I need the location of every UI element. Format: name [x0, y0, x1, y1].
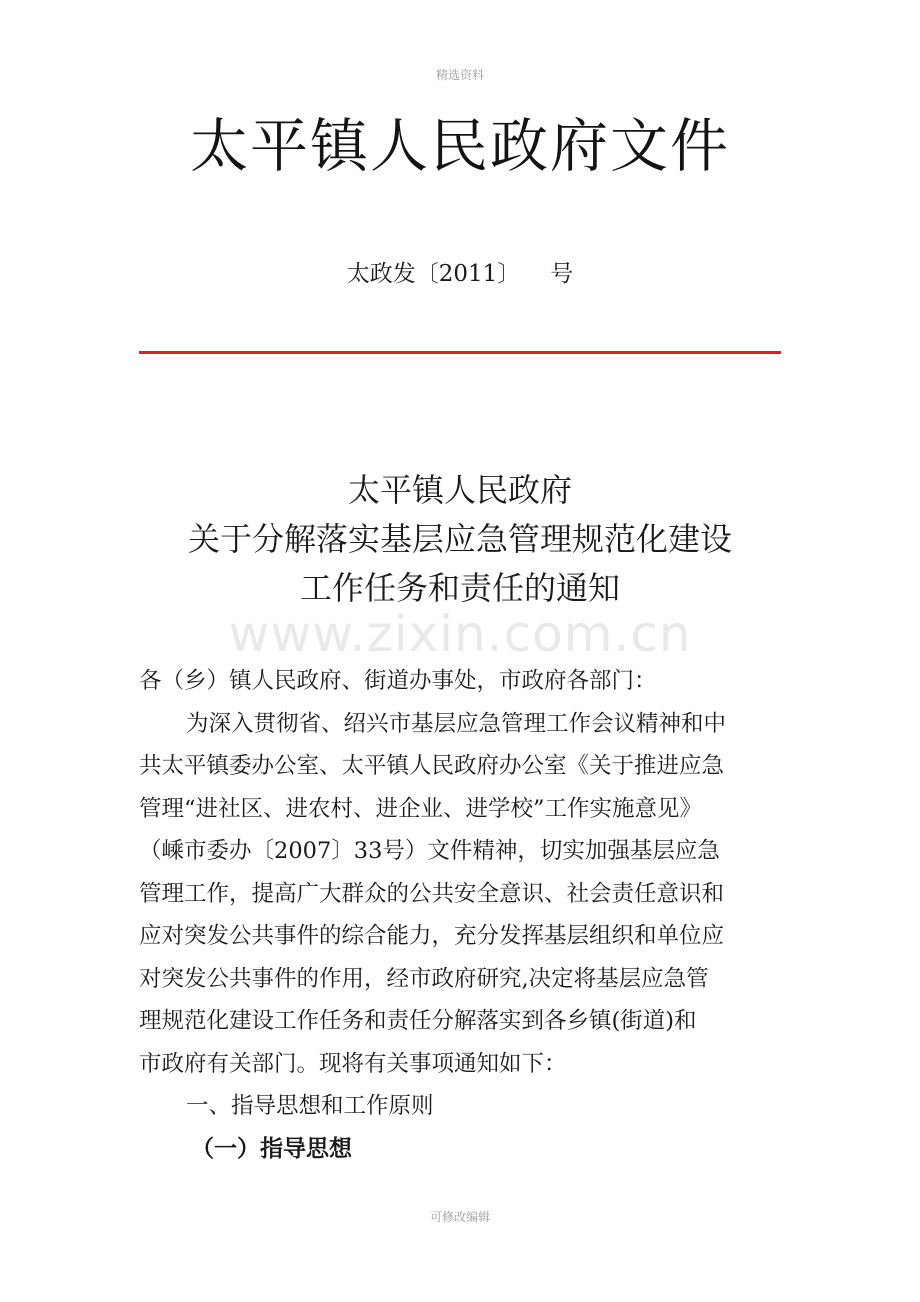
- paragraph-line: （嵊市委办〔2007〕33号）文件精神，切实加强基层应急: [139, 838, 720, 864]
- document-number-suffix: 号: [550, 261, 574, 287]
- sub-heading: （一）指导思想: [191, 1135, 352, 1162]
- paragraph-line: 共太平镇委办公室、太平镇人民政府办公室《关于推进应急: [139, 753, 725, 779]
- paragraph-line: 理规范化建设工作任务和责任分解落实到各乡镇(街道)和: [139, 1008, 697, 1034]
- notice-heading-line: 太平镇人民政府: [347, 471, 572, 509]
- document-number: [0, 258, 920, 290]
- section-heading: 一、指导思想和工作原则: [186, 1093, 434, 1119]
- paragraph-line: 应对突发公共事件的综合能力，充分发挥基层组织和单位应: [139, 923, 725, 949]
- paragraph-line: 管理“进社区、进农村、进企业、进学校”工作实施意见》: [139, 795, 703, 822]
- red-header-rule: [139, 351, 781, 354]
- notice-heading: [0, 466, 920, 613]
- paragraph-line: 为深入贯彻省、绍兴市基层应急管理工作会议精神和中: [186, 710, 727, 737]
- footer-note: 可修改编辑: [429, 1210, 490, 1224]
- notice-heading-line: 工作任务和责任的通知: [299, 569, 620, 607]
- watermark: www.zixin.com.cn: [228, 605, 692, 663]
- document-body: [139, 660, 784, 1170]
- header-note: 精选资料: [435, 68, 484, 82]
- notice-heading-line: 关于分解落实基层应急管理规范化建设: [187, 520, 732, 558]
- paragraph-line: 市政府有关部门。现将有关事项通知如下：: [139, 1050, 567, 1077]
- paragraph-line: 对突发公共事件的作用，经市政府研究,决定将基层应急管: [139, 965, 709, 992]
- paragraph-line: 管理工作，提高广大群众的公共安全意识、社会责任意识和: [139, 880, 725, 907]
- addressee: 各（乡）镇人民政府、街道办事处，市政府各部门：: [139, 668, 657, 694]
- document-number-prefix: 太政发〔2011〕: [346, 261, 521, 287]
- document-title: 太平镇人民政府文件: [189, 112, 730, 180]
